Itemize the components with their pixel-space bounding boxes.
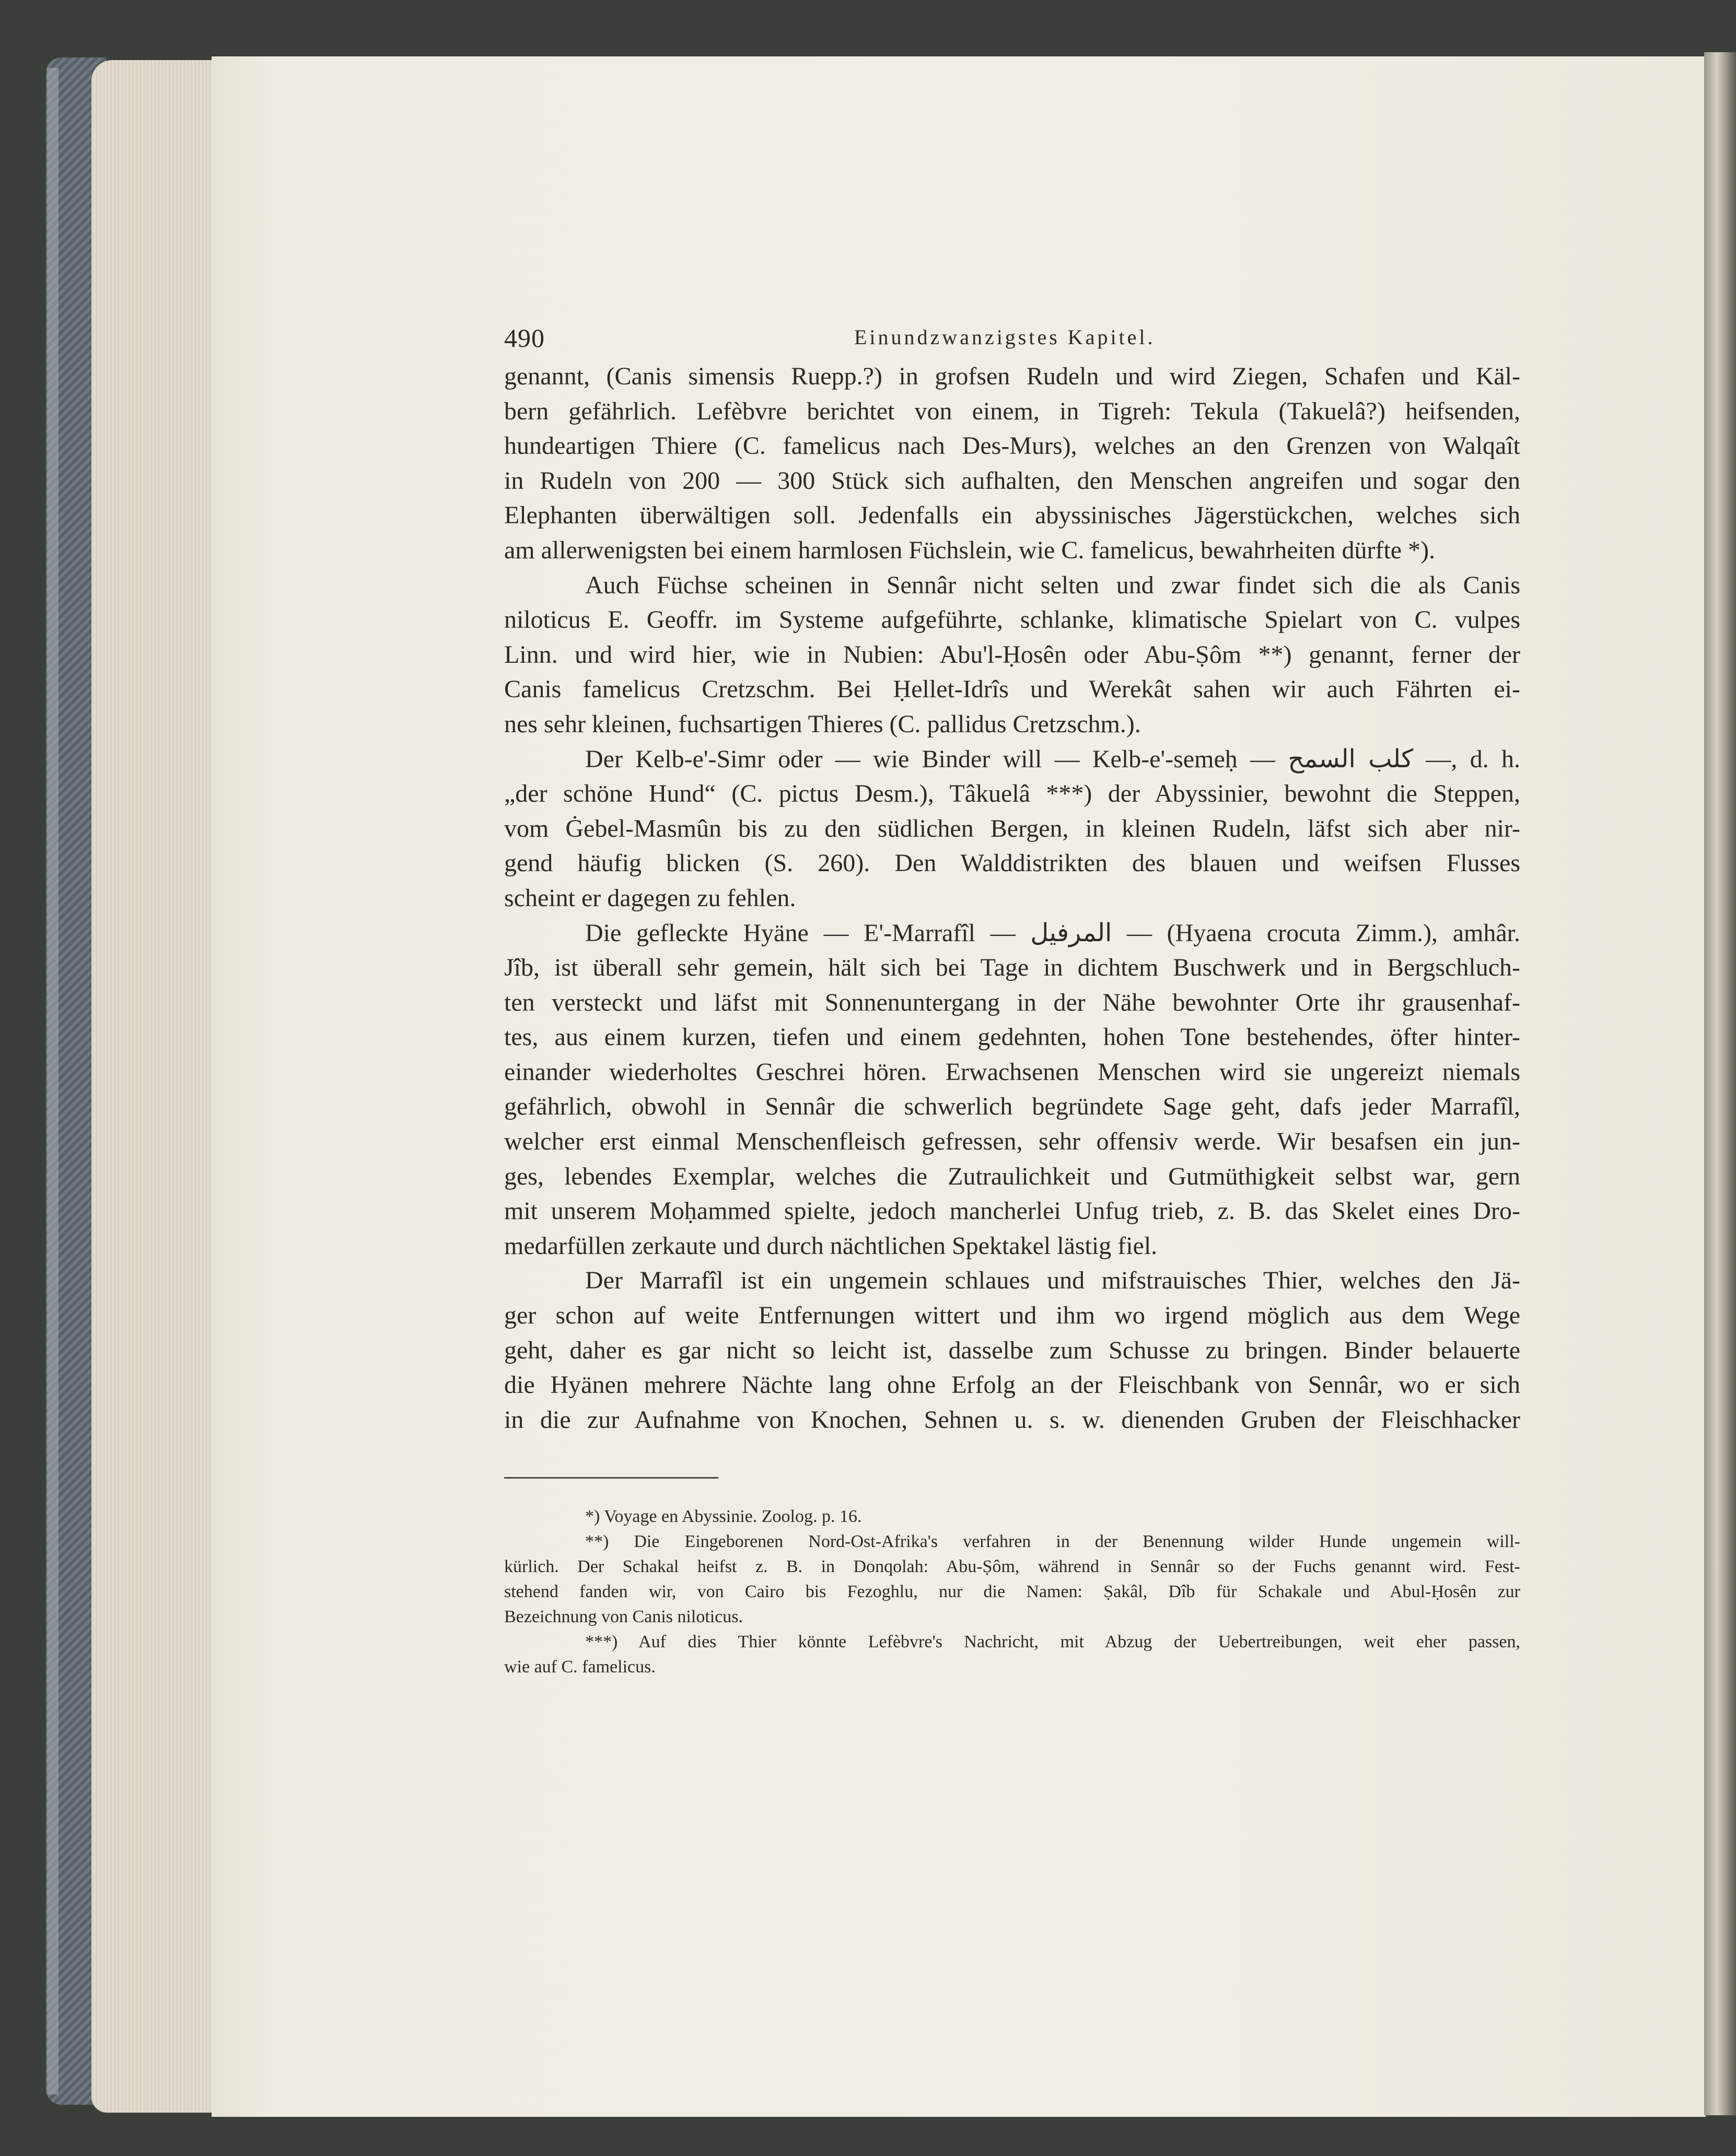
text-line: Canis famelicus Cretzschm. Bei Ḥellet-Idrîs und Werekât sahen wir auch Fährten ei-: [504, 675, 1520, 704]
footnote-line: stehend fanden wir, von Cairo bis Fezoghlu, nur die Namen: Ṣakâl, Dîb für Schakale und Abul-Ḥosên zur: [504, 1582, 1520, 1601]
footnote-rule: [504, 1477, 718, 1479]
text-line: die Hyänen mehrere Nächte lang ohne Erfolg an der Fleischbank von Sennâr, wo er sich: [504, 1371, 1520, 1399]
text-line: am allerwenigsten bei einem harmlosen Füchslein, wie C. famelicus, bewahrheiten dürfte *).: [504, 536, 1436, 564]
text-line: medarfüllen zerkaute und durch nächtlichen Spektakel lästig fiel.: [504, 1232, 1158, 1260]
text-line: gend häufig blicken (S. 260). Den Walddistrikten des blauen und weifsen Flusses: [504, 849, 1520, 877]
text-line: „der schöne Hund“ (C. pictus Desm.), Tâkuelâ ***) der Abyssinier, bewohnt die Steppen,: [504, 780, 1520, 808]
text-line: Jîb, ist überall sehr gemein, hält sich bei Tage in dichtem Buschwerk und in Bergschluch-: [504, 954, 1520, 982]
text-line: scheint er dagegen zu fehlen.: [504, 884, 796, 912]
text-line: Der Kelb-e'-Simr oder — wie Binder will — Kelb-e'-semeḥ — كلب السمح —, d. h.: [585, 745, 1520, 773]
text-line: in die zur Aufnahme von Knochen, Sehnen u. s. w. dienenden Gruben der Fleischhacker: [504, 1405, 1520, 1434]
footnotes: [504, 1504, 1520, 1680]
text-line: Linn. und wird hier, wie in Nubien: Abu'l-Ḥosên oder Abu-Ṣôm **) genannt, ferner der: [504, 640, 1520, 669]
text-line: Auch Füchse scheinen in Sennâr nicht selten und zwar findet sich die als Canis: [585, 571, 1520, 599]
text-line: einander wiederholtes Geschrei hören. Erwachsenen Menschen wird sie ungereizt niemals: [504, 1058, 1520, 1086]
text-line: hundeartigen Thiere (C. famelicus nach Des-Murs), welches an den Grenzen von Walqaît: [504, 432, 1520, 460]
text-line: Der Marrafîl ist ein ungemein schlaues und mifstrauisches Thier, welches den Jä-: [585, 1267, 1520, 1295]
text-line: niloticus E. Geoffr. im Systeme aufgeführte, schlanke, klimatische Spielart von C. vulpes: [504, 606, 1520, 634]
text-line: gefährlich, obwohl in Sennâr die schwerlich begründete Sage geht, dafs jeder Marrafîl,: [504, 1093, 1520, 1121]
text-line: tes, aus einem kurzen, tiefen und einem gedehnten, hohen Tone bestehendes, öfter hinter-: [504, 1023, 1520, 1051]
text-line: geht, daher es gar nicht so leicht ist, dasselbe zum Schusse zu bringen. Binder belauerte: [504, 1336, 1520, 1364]
footnote-line: **) Die Eingeborenen Nord-Ost-Afrika's verfahren in der Benennung wilder Hunde ungemein will-: [585, 1532, 1520, 1551]
page-number: 490: [504, 323, 545, 353]
text-line: mit unserem Moḥammed spielte, jedoch mancherlei Unfug trieb, z. B. das Skelet eines Dro-: [504, 1197, 1520, 1225]
footnote-line: ***) Auf dies Thier könnte Lefèbvre's Nachricht, mit Abzug der Uebertreibungen, weit eher passen,: [585, 1632, 1520, 1651]
text-line: in Rudeln von 200 — 300 Stück sich aufhalten, den Menschen angreifen und sogar den: [504, 466, 1520, 495]
text-line: ten versteckt und läfst mit Sonnenuntergang in der Nähe bewohnter Orte ihr grausenhaf-: [504, 988, 1520, 1016]
footnote-line: wie auf C. famelicus.: [504, 1657, 656, 1677]
text-line: nes sehr kleinen, fuchsartigen Thieres (C. pallidus Cretzschm.).: [504, 710, 1141, 738]
text-line: vom Ġebel-Masmûn bis zu den südlichen Bergen, in kleinen Rudeln, läfst sich aber nir-: [504, 814, 1520, 842]
text-line: ges, lebendes Exemplar, welches die Zutraulichkeit und Gutmüthigkeit selbst war, gern: [504, 1162, 1520, 1190]
text-line: Elephanten überwältigen soll. Jedenfalls ein abyssinisches Jägerstückchen, welches sich: [504, 501, 1520, 530]
body-text: [504, 359, 1520, 1437]
running-title: Einundzwanzigstes Kapitel.: [854, 325, 1156, 349]
text-line: welcher erst einmal Menschenfleisch gefressen, sehr offensiv werde. Wir besafsen ein jun-: [504, 1128, 1520, 1156]
text-line: Die gefleckte Hyäne — E'-Marrafîl — المرفيل — (Hyaena crocuta Zimm.), amhâr.: [585, 919, 1520, 947]
text-line: bern gefährlich. Lefèbvre berichtet von einem, in Tigreh: Tekula (Takuelâ?) heifsenden,: [504, 397, 1520, 425]
footnote-line: Bezeichnung von Canis niloticus.: [504, 1607, 743, 1626]
footnote-line: *) Voyage en Abyssinie. Zoolog. p. 16.: [585, 1507, 862, 1526]
text-line: genannt, (Canis simensis Ruepp.?) in grofsen Rudeln und wird Ziegen, Schafen und Käl-: [504, 362, 1520, 390]
footnote-line: kürlich. Der Schakal heifst z. B. in Donqolah: Abu-Ṣôm, während in Sennâr so der Fuchs genannt wird. Fest-: [504, 1557, 1520, 1576]
running-head: [504, 323, 1520, 354]
text-line: ger schon auf weite Entfernungen wittert und ihm wo irgend möglich aus dem Wege: [504, 1302, 1520, 1330]
